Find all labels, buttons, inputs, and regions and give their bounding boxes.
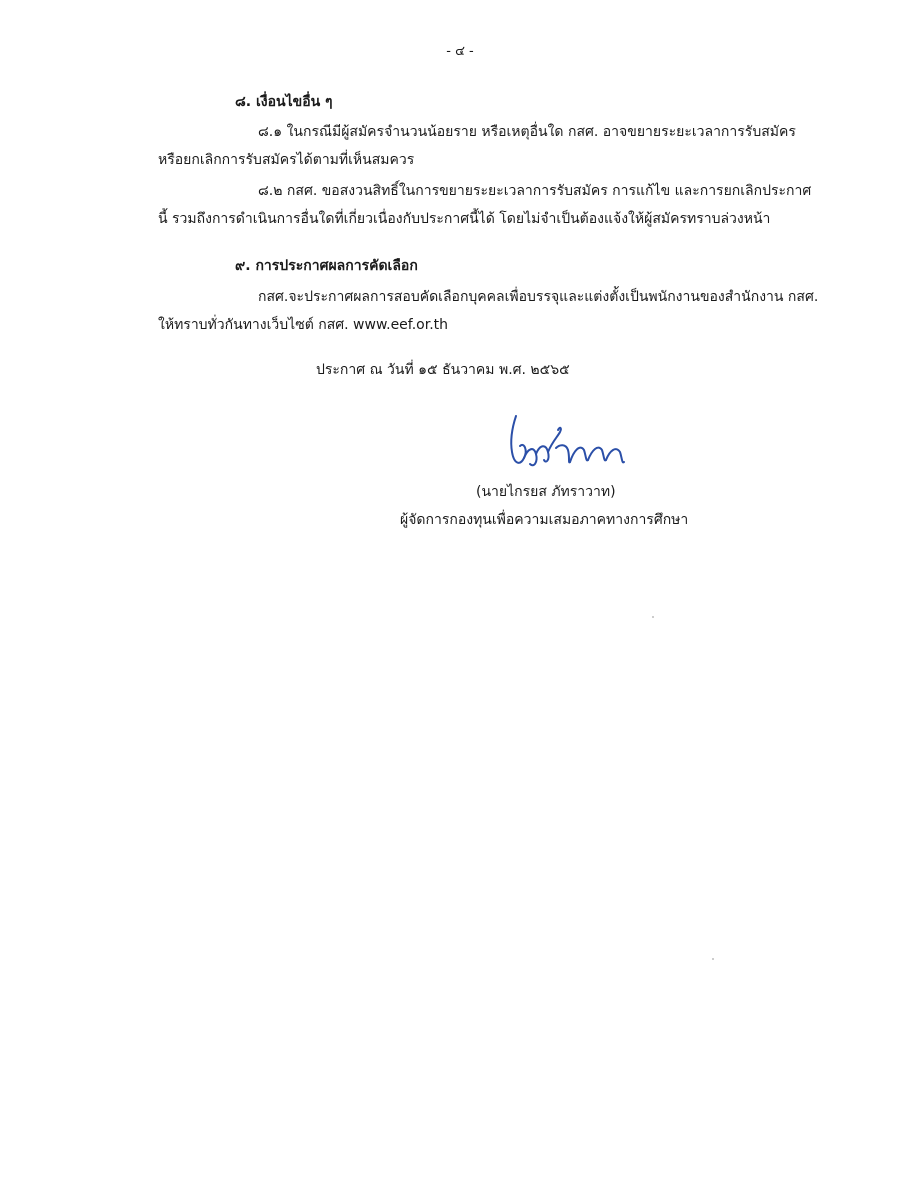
section-8-2-line-2: นี้ รวมถึงการดำเนินการอื่นใดที่เกี่ยวเนื่องกับประกาศนี้ได้ โดยไม่จำเป็นต้องแจ้งให้ผู้สมัครทราบล่วงหน้า [158,211,771,227]
section-9-line-1: กสศ.จะประกาศผลการสอบคัดเลือกบุคคลเพื่อบรรจุและแต่งตั้งเป็นพนักงานของสำนักงาน กสศ. [258,289,819,305]
section-9-line-2: ให้ทราบทั่วกันทางเว็บไซต์ กสศ. www.eef.or.th [158,317,449,333]
section-8-1-line-2: หรือยกเลิกการรับสมัครได้ตามที่เห็นสมควร [158,152,415,168]
announcement-date: ประกาศ ณ วันที่ ๑๕ ธันวาคม พ.ศ. ๒๕๖๕ [316,362,570,378]
page-number: - ๔ - [446,44,474,59]
signatory-position: ผู้จัดการกองทุนเพื่อความเสมอภาคทางการศึกษา [400,512,689,528]
signatory-name: (นายไกรยส ภัทราวาท) [476,484,616,500]
section-8-2-line-1: ๘.๒ กสศ. ขอสงวนสิทธิ์ในการขยายระยะเวลาการรับสมัคร การแก้ไข และการยกเลิกประกาศ [258,183,812,199]
scan-speck [712,958,714,960]
handwritten-signature [490,408,630,478]
scan-speck [652,616,654,618]
section-9-heading: ๙. การประกาศผลการคัดเลือก [235,258,418,274]
section-8-heading: ๘. เงื่อนไขอื่น ๆ [235,94,333,110]
section-8-1-line-1: ๘.๑ ในกรณีมีผู้สมัครจำนวนน้อยราย หรือเหตุอื่นใด กสศ. อาจขยายระยะเวลาการรับสมัคร [258,124,796,140]
